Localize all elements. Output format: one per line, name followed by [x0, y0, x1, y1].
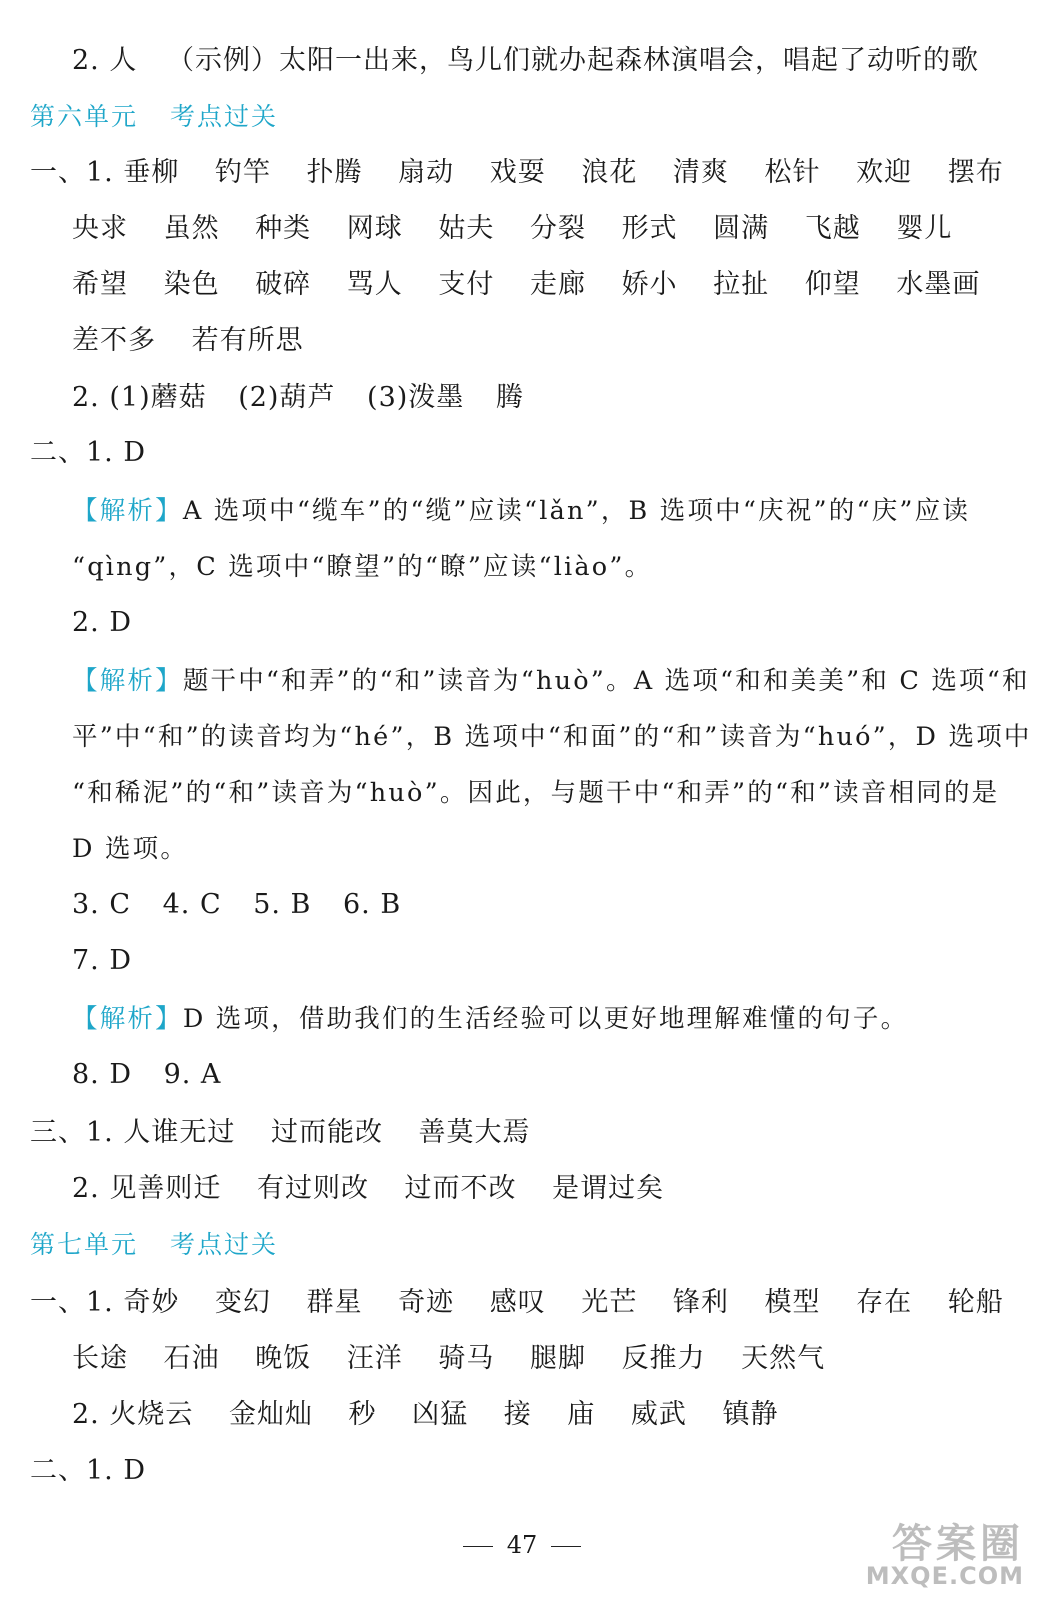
answer-item: (3)泼墨 — [367, 382, 465, 413]
word: 差不多 — [72, 325, 156, 356]
word: 央求 — [72, 213, 128, 244]
word: 轮船 — [947, 1287, 1004, 1318]
word: 姑夫 — [438, 213, 495, 244]
unit6-s2-q2: 2. D — [72, 607, 132, 638]
word: 染色 — [163, 269, 220, 300]
unit7-s1-row1 — [30, 1286, 1004, 1320]
word: 庙 — [567, 1399, 596, 1430]
answer-item: 9. A — [163, 1059, 222, 1090]
word: 奇迹 — [398, 1287, 455, 1318]
section-label: 一、1. — [30, 157, 114, 188]
word: 晚饭 — [255, 1343, 312, 1374]
answer-item: 4. C — [162, 889, 222, 920]
word: 仰望 — [804, 269, 861, 300]
unit6-title: 考点过关 — [170, 102, 279, 131]
unit6-s1-row2 — [72, 212, 952, 246]
word: 接 — [503, 1399, 532, 1430]
word: 摆布 — [947, 157, 1004, 188]
explanation-q2-line3: “和稀泥”的“和”读音为“huò”。因此，与题干中“和弄”的“和”读音相同的是 — [72, 778, 1000, 808]
explanation-q2-line4: D 选项。 — [72, 834, 189, 864]
word: 欢迎 — [856, 157, 913, 188]
word: 分裂 — [529, 213, 586, 244]
unit6-s1-row4 — [72, 324, 304, 358]
word: 浪花 — [581, 157, 638, 188]
explanation-tag: 【解析】 — [72, 496, 183, 526]
watermark-logo — [834, 1512, 1024, 1590]
answer-item: 3. C — [72, 889, 132, 920]
word: 长途 — [72, 1343, 128, 1374]
word: 扇动 — [398, 157, 455, 188]
unit6-s2-q8-9 — [72, 1058, 243, 1092]
unit6-s1-row1 — [30, 156, 1004, 190]
word: 圆满 — [713, 213, 770, 244]
word: 若有所思 — [191, 325, 304, 356]
word: 天然气 — [741, 1343, 826, 1374]
explanation-q1-line2: “qìng”，C 选项中“瞭望”的“瞭”应读“liào”。 — [72, 552, 653, 582]
phrase: 有过则改 — [256, 1173, 369, 1204]
word: 清爽 — [672, 157, 729, 188]
word: 群星 — [306, 1287, 363, 1318]
word: 希望 — [72, 269, 128, 300]
word: 钓竿 — [214, 157, 271, 188]
word: 锋利 — [672, 1287, 729, 1318]
unit6-s3-q2 — [72, 1172, 664, 1206]
unit6-s2-q7: 7. D — [72, 945, 132, 976]
word: 虽然 — [163, 213, 220, 244]
unit7-heading — [30, 1228, 278, 1262]
unit6-heading — [30, 100, 278, 134]
answer-item: 腾 — [495, 382, 524, 413]
word: 飞越 — [804, 213, 861, 244]
section-label: 三、1. — [30, 1117, 114, 1148]
explanation-tag: 【解析】 — [72, 666, 183, 696]
word: 汪洋 — [346, 1343, 403, 1374]
phrase: 过而不改 — [404, 1173, 517, 1204]
word: 光芒 — [581, 1287, 638, 1318]
word: 娇小 — [621, 269, 678, 300]
phrase: 见善则迁 — [109, 1173, 222, 1204]
unit7-s1-row2 — [72, 1342, 825, 1376]
word: 凶猛 — [412, 1399, 469, 1430]
unit7-s2-q1: 二、1. D — [30, 1455, 146, 1486]
answer-item: 6. B — [343, 889, 402, 920]
explanation-q1-line1: 【解析】A 选项中“缆车”的“缆”应读“lǎn”，B 选项中“庆祝”的“庆”应读 — [72, 496, 971, 526]
question-number: 2. — [72, 1173, 100, 1204]
explanation-q7: 【解析】D 选项，借助我们的生活经验可以更好地理解难懂的句子。 — [72, 1004, 909, 1034]
word: 骑马 — [438, 1343, 495, 1374]
answer-item: 5. B — [253, 889, 312, 920]
word: 垂柳 — [123, 157, 180, 188]
explanation-q2-line2: 平”中“和”的读音均为“hé”，B 选项中“和面”的“和”读音为“huó”，D 选项中 — [72, 722, 1032, 752]
word: 婴儿 — [896, 213, 953, 244]
phrase: 人谁无过 — [123, 1117, 236, 1148]
explanation-tag: 【解析】 — [72, 1004, 183, 1034]
word: 奇妙 — [123, 1287, 180, 1318]
phrase: 过而能改 — [270, 1117, 383, 1148]
answer-word: 人 — [109, 45, 138, 76]
word: 水墨画 — [896, 269, 981, 300]
explanation-q2-line1: 【解析】题干中“和弄”的“和”读音为“huò”。A 选项“和和美美”和 C 选项“和 — [72, 666, 1030, 696]
unit7-title: 考点过关 — [170, 1230, 279, 1259]
word: 金灿灿 — [228, 1399, 313, 1430]
word: 扑腾 — [306, 157, 363, 188]
example-sentence: （示例）太阳一出来，鸟儿们就办起森林演唱会，唱起了动听的歌 — [166, 45, 979, 76]
question-number: 2. — [72, 1399, 100, 1430]
word: 石油 — [163, 1343, 220, 1374]
phrase: 善莫大焉 — [418, 1117, 531, 1148]
word: 存在 — [856, 1287, 913, 1318]
word: 走廊 — [529, 269, 586, 300]
word: 种类 — [255, 213, 312, 244]
unit6-s2-q3-6 — [72, 888, 423, 922]
answer-item: 8. D — [72, 1059, 132, 1090]
unit6-s1-row3 — [72, 268, 980, 302]
word: 变幻 — [214, 1287, 271, 1318]
word: 秒 — [348, 1399, 377, 1430]
section-label: 一、1. — [30, 1287, 114, 1318]
word: 腿脚 — [529, 1343, 586, 1374]
word: 感叹 — [489, 1287, 546, 1318]
unit6-label: 第六单元 — [30, 102, 139, 131]
word: 火烧云 — [109, 1399, 194, 1430]
watermark-url: MXQE.COM — [865, 1562, 1024, 1590]
page-number: 47 — [0, 1530, 1044, 1560]
question-number: 2. — [72, 382, 100, 413]
question-number: 2. — [72, 45, 100, 76]
word: 支付 — [438, 269, 495, 300]
word: 松针 — [764, 157, 821, 188]
answer-item: (1)蘑菇 — [109, 382, 207, 413]
unit7-s1-q2 — [72, 1398, 779, 1432]
answer-line-intro — [72, 44, 979, 78]
word: 形式 — [621, 213, 678, 244]
word: 镇静 — [722, 1399, 779, 1430]
word: 拉扯 — [713, 269, 770, 300]
unit6-s2-q1: 二、1. D — [30, 437, 146, 468]
unit6-s1-q2 — [72, 381, 546, 415]
word: 模型 — [764, 1287, 821, 1318]
phrase: 是谓过矣 — [552, 1173, 665, 1204]
word: 网球 — [346, 213, 403, 244]
answer-item: (2)葫芦 — [238, 382, 336, 413]
unit7-label: 第七单元 — [30, 1230, 139, 1259]
word: 骂人 — [346, 269, 403, 300]
word: 破碎 — [255, 269, 312, 300]
word: 戏耍 — [489, 157, 546, 188]
word: 反推力 — [621, 1343, 706, 1374]
word: 威武 — [630, 1399, 687, 1430]
unit6-s3-q1 — [30, 1116, 531, 1150]
watermark-text: 答案圈 — [892, 1521, 1024, 1567]
